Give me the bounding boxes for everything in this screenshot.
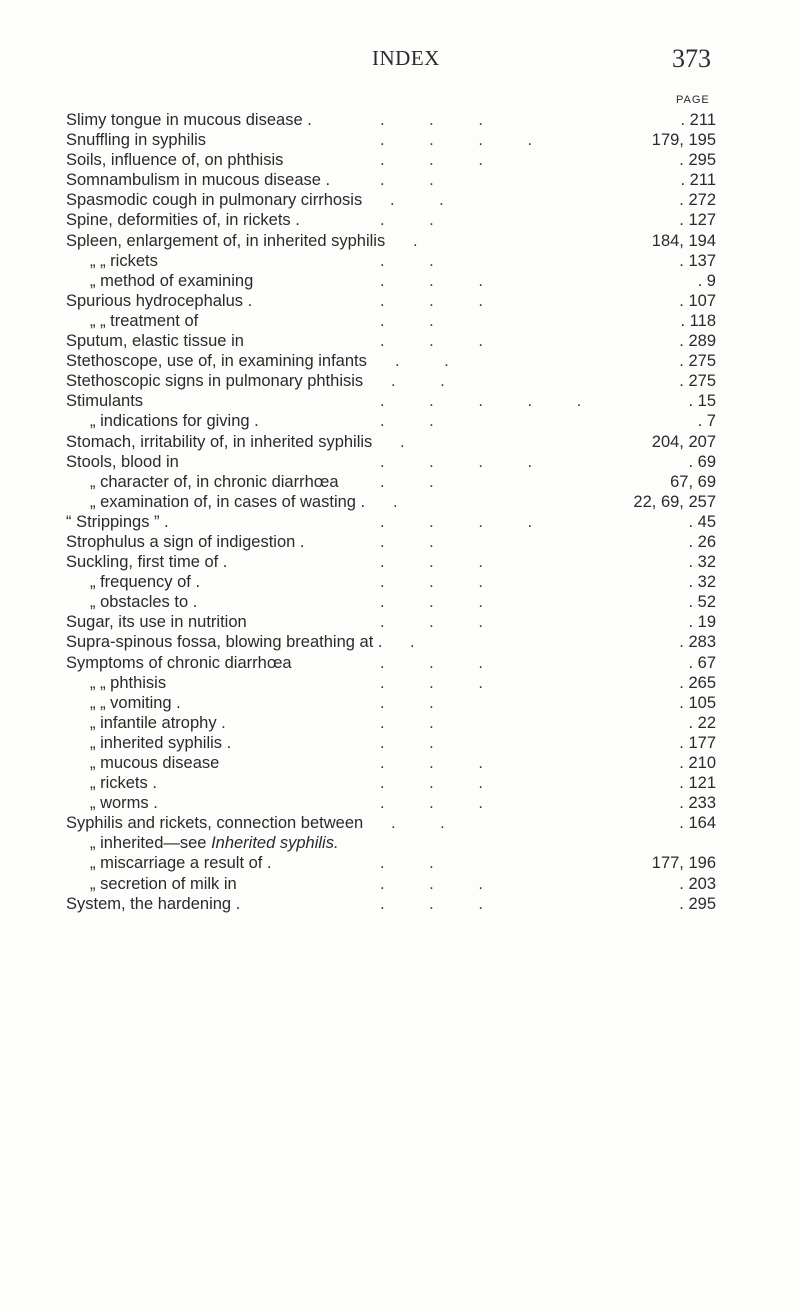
index-entry bbox=[0, 673, 800, 693]
index-entry-term-text: Suckling, first time of . bbox=[66, 553, 228, 572]
index-entry-term bbox=[90, 773, 157, 793]
index-entry bbox=[0, 231, 800, 251]
index-entry-term-text: Syphilis and rickets, connection between bbox=[66, 814, 364, 833]
index-entry-leader-dots: . . bbox=[380, 412, 434, 431]
index-entry-term bbox=[90, 251, 158, 271]
index-entry-term-text: „ rickets . bbox=[90, 774, 157, 793]
index-entry-term bbox=[90, 572, 200, 592]
index-entry bbox=[0, 894, 800, 914]
index-entry bbox=[0, 693, 800, 713]
index-entry-pages: . 272 bbox=[679, 191, 716, 210]
index-entry-leader-dots: . bbox=[410, 633, 415, 652]
index-entry-pages: . 7 bbox=[697, 412, 716, 431]
index-entry-term bbox=[66, 532, 305, 552]
index-entry bbox=[0, 210, 800, 230]
index-entry-term-text: Stomach, irritability of, in inherited syphilis bbox=[66, 432, 373, 451]
index-entry-leader-dots: . . bbox=[380, 251, 434, 270]
page-column-heading: PAGE bbox=[676, 94, 710, 106]
index-entry-term bbox=[90, 592, 197, 612]
index-entry-pages: . 52 bbox=[688, 593, 716, 612]
index-entry-term bbox=[66, 512, 169, 532]
index-entry-term-text: „ „ vomiting . bbox=[90, 693, 181, 712]
page-title: INDEX bbox=[372, 46, 440, 70]
index-entry bbox=[0, 813, 800, 833]
index-entry-term bbox=[66, 231, 385, 251]
index-entry-leader-dots: . . bbox=[395, 352, 449, 371]
index-entry-term bbox=[66, 432, 372, 452]
index-entry-leader-dots: . . . . . bbox=[380, 392, 582, 411]
index-entry-leader-dots: . . bbox=[380, 854, 434, 873]
index-entry-term-text: Sputum, elastic tissue in bbox=[66, 332, 244, 351]
index-entry bbox=[0, 190, 800, 210]
index-entry bbox=[0, 411, 800, 431]
index-entry-term-text: „ mucous disease bbox=[90, 754, 220, 772]
index-entries bbox=[0, 110, 800, 914]
index-entry-term-text: „ character of, in chronic diarrhœa bbox=[90, 472, 339, 491]
index-entry bbox=[0, 311, 800, 331]
index-entry-leader-dots: . . bbox=[380, 532, 434, 551]
index-entry-term bbox=[66, 331, 244, 351]
index-entry-leader-dots: . . . bbox=[380, 613, 483, 632]
index-entry-pages: . 177 bbox=[679, 733, 716, 752]
index-entry-leader-dots: . . . . bbox=[380, 131, 533, 150]
index-entry bbox=[0, 853, 800, 873]
index-entry-leader-dots: . . bbox=[380, 171, 434, 190]
index-entry-term-text: Stethoscope, use of, in examining infants bbox=[66, 352, 367, 371]
index-entry-term bbox=[66, 150, 283, 170]
index-entry-leader-dots: . bbox=[400, 432, 405, 451]
index-entry-term-text: Stools, blood in bbox=[66, 452, 179, 471]
index-entry-pages: 177, 196 bbox=[651, 854, 716, 873]
index-entry-term bbox=[66, 110, 312, 130]
index-entry bbox=[0, 432, 800, 452]
index-entry-term bbox=[90, 733, 231, 753]
index-entry-pages: . 295 bbox=[679, 151, 716, 170]
index-entry-leader-dots: . . . bbox=[380, 653, 483, 672]
index-entry-term-text: Spine, deformities of, in rickets . bbox=[66, 211, 300, 230]
index-entry-pages: . 275 bbox=[679, 352, 716, 371]
index-entry-term-text: Sugar, its use in nutrition bbox=[66, 613, 247, 632]
index-entry-leader-dots: . . . bbox=[380, 111, 483, 129]
index-entry-pages: . 295 bbox=[679, 894, 716, 913]
index-entry-term-text: „ method of examining bbox=[90, 271, 254, 290]
index-entry bbox=[0, 632, 800, 652]
index-entry-term-text: Stimulants bbox=[66, 392, 144, 411]
index-entry-term-text: „ inherited—see bbox=[90, 834, 212, 853]
index-entry-term bbox=[66, 371, 363, 391]
index-entry-term-text: „ worms . bbox=[90, 794, 158, 813]
index-entry-pages: . 275 bbox=[679, 372, 716, 391]
index-entry bbox=[0, 170, 800, 190]
running-head bbox=[0, 34, 800, 74]
index-entry-pages: . 127 bbox=[679, 211, 716, 230]
index-entry-leader-dots: . bbox=[393, 492, 398, 511]
index-entry-leader-dots: . . . . bbox=[380, 512, 533, 531]
index-entry-term-text: „ examination of, in cases of wasting . bbox=[90, 492, 366, 511]
index-entry-term bbox=[90, 472, 339, 492]
index-entry-term bbox=[66, 391, 143, 411]
index-entry-term bbox=[66, 291, 252, 311]
index-entry-term-text: „ secretion of milk in bbox=[90, 874, 237, 893]
index-entry-leader-dots: . . . bbox=[380, 874, 483, 893]
index-entry-term-text: „ frequency of . bbox=[90, 573, 201, 592]
index-entry-leader-dots: . . . bbox=[380, 593, 483, 612]
index-entry-term-text: „ „ rickets bbox=[90, 251, 158, 270]
index-entry-pages: . 32 bbox=[688, 573, 716, 592]
index-entry-leader-dots: . . bbox=[380, 472, 434, 491]
index-entry-leader-dots: . . bbox=[380, 713, 434, 732]
index-entry-pages: 67, 69 bbox=[670, 472, 716, 491]
index-entry-term-text: Spurious hydrocephalus . bbox=[66, 291, 253, 310]
index-entry bbox=[0, 472, 800, 492]
index-entry bbox=[0, 612, 800, 632]
index-entry-term-text: Stethoscopic signs in pulmonary phthisis bbox=[66, 372, 364, 391]
index-entry bbox=[0, 150, 800, 170]
index-entry-leader-dots: . . . bbox=[380, 271, 483, 290]
index-entry-term bbox=[90, 874, 237, 894]
index-entry-pages: . 289 bbox=[679, 332, 716, 351]
index-entry-leader-dots: . . . bbox=[380, 291, 483, 310]
index-entry bbox=[0, 371, 800, 391]
index-entry-term bbox=[90, 833, 339, 853]
index-entry-pages: . 211 bbox=[680, 111, 716, 129]
index-entry-pages: . 67 bbox=[688, 653, 716, 672]
index-entry-leader-dots: . . . bbox=[380, 754, 483, 772]
index-entry-term-text: „ „ phthisis bbox=[90, 673, 167, 692]
index-entry-term bbox=[66, 452, 179, 472]
index-entry-term bbox=[66, 190, 362, 210]
index-entry-pages: . 118 bbox=[680, 311, 716, 330]
index-entry bbox=[0, 773, 800, 793]
index-entry-term-text: „ „ treatment of bbox=[90, 311, 199, 330]
index-entry-term bbox=[90, 793, 158, 813]
index-entry-pages: . 26 bbox=[688, 532, 716, 551]
index-entry-term-text: Symptoms of chronic diarrhœa bbox=[66, 653, 292, 672]
index-entry-leader-dots: . . . . bbox=[380, 452, 533, 471]
index-entry-term bbox=[66, 612, 247, 632]
index-entry-leader-dots: . . bbox=[380, 211, 434, 230]
index-entry-leader-dots: . . . bbox=[380, 573, 483, 592]
index-entry-pages: . 233 bbox=[679, 794, 716, 813]
index-entry-pages: . 210 bbox=[679, 754, 716, 772]
index-entry-term-text: Strophulus a sign of indigestion . bbox=[66, 532, 305, 551]
index-entry bbox=[0, 251, 800, 271]
index-entry-term-text: “ Strippings ” . bbox=[66, 512, 169, 531]
index-entry bbox=[0, 110, 800, 130]
index-entry-pages: . 19 bbox=[688, 613, 716, 632]
index-entry bbox=[0, 874, 800, 894]
index-entry-term bbox=[90, 271, 253, 291]
index-entry-term bbox=[66, 351, 367, 371]
index-entry bbox=[0, 572, 800, 592]
index-entry-leader-dots: . bbox=[413, 231, 418, 250]
index-entry-pages: . 121 bbox=[679, 774, 716, 793]
index-entry-term-text: Snuffling in syphilis bbox=[66, 131, 207, 150]
index-entry-term bbox=[90, 411, 259, 431]
index-entry-leader-dots: . . bbox=[380, 693, 434, 712]
index-entry-cross-reference: Inherited syphilis. bbox=[211, 834, 339, 853]
index-entry-term-text: Somnambulism in mucous disease . bbox=[66, 171, 331, 190]
index-entry-leader-dots: . . . bbox=[380, 894, 483, 913]
index-entry-term-text: „ obstacles to . bbox=[90, 593, 198, 612]
index-entry-term bbox=[90, 673, 166, 693]
index-entry-pages: . 22 bbox=[688, 713, 716, 732]
page-number: 373 bbox=[672, 44, 711, 73]
index-entry-term-text: Slimy tongue in mucous disease . bbox=[66, 111, 312, 129]
index-entry-pages: 179, 195 bbox=[651, 131, 716, 150]
index-entry-pages: . 9 bbox=[697, 271, 716, 290]
index-entry bbox=[0, 793, 800, 813]
index-entry-pages: 204, 207 bbox=[651, 432, 716, 451]
index-entry-term bbox=[66, 210, 300, 230]
index-entry-pages: . 107 bbox=[679, 291, 716, 310]
index-entry-term bbox=[66, 894, 240, 914]
index-entry bbox=[0, 351, 800, 371]
index-entry bbox=[0, 552, 800, 572]
index-entry bbox=[0, 713, 800, 733]
index-entry bbox=[0, 592, 800, 612]
index-entry-pages: . 69 bbox=[688, 452, 716, 471]
index-entry-pages: . 283 bbox=[679, 633, 716, 652]
index-entry-leader-dots: . . . bbox=[380, 794, 483, 813]
index-entry-pages: . 211 bbox=[680, 171, 716, 190]
index-entry-term bbox=[66, 552, 227, 572]
index-entry-pages: 22, 69, 257 bbox=[633, 492, 716, 511]
index-entry-leader-dots: . . . bbox=[380, 151, 483, 170]
index-entry-term-text: Supra-spinous fossa, blowing breathing at . bbox=[66, 633, 383, 652]
index-entry bbox=[0, 653, 800, 673]
index-entry-leader-dots: . . . bbox=[380, 332, 483, 351]
index-entry bbox=[0, 753, 800, 773]
index-entry-leader-dots: . . . bbox=[380, 553, 483, 572]
index-entry-term-text: „ inherited syphilis . bbox=[90, 733, 232, 752]
index-entry-term-text: Soils, influence of, on phthisis bbox=[66, 151, 284, 170]
index-entry-term-text: System, the hardening . bbox=[66, 894, 241, 913]
index-entry-term bbox=[66, 813, 363, 833]
index-entry-term-text: Spleen, enlargement of, in inherited syphilis bbox=[66, 231, 386, 250]
index-entry-term bbox=[66, 632, 382, 652]
index-entry bbox=[0, 130, 800, 150]
index-entry bbox=[0, 532, 800, 552]
index-entry bbox=[0, 452, 800, 472]
index-entry bbox=[0, 492, 800, 512]
index-entry-term bbox=[90, 753, 219, 773]
index-entry-pages: . 164 bbox=[679, 814, 716, 833]
index-entry-term bbox=[66, 170, 330, 190]
index-entry-term bbox=[90, 492, 365, 512]
index-entry-leader-dots: . . bbox=[390, 191, 444, 210]
index-entry-term-text: „ miscarriage a result of . bbox=[90, 854, 272, 873]
index-entry-term-text: „ indications for giving . bbox=[90, 412, 259, 431]
index-entry bbox=[0, 271, 800, 291]
index-entry-pages: . 15 bbox=[688, 392, 716, 411]
index-entry-leader-dots: . . bbox=[380, 733, 434, 752]
index-entry-leader-dots: . . bbox=[391, 372, 445, 391]
index-entry-leader-dots: . . bbox=[380, 311, 434, 330]
index-entry bbox=[0, 331, 800, 351]
index-entry-term-text: „ infantile atrophy . bbox=[90, 713, 226, 732]
index-entry-term bbox=[66, 130, 206, 150]
index-entry-pages: . 265 bbox=[679, 673, 716, 692]
index-entry-term bbox=[90, 311, 198, 331]
index-entry bbox=[0, 733, 800, 753]
index-entry-term bbox=[90, 713, 226, 733]
index-entry-pages: . 45 bbox=[688, 512, 716, 531]
index-entry-term-text: Spasmodic cough in pulmonary cirrhosis bbox=[66, 191, 363, 210]
index-entry-leader-dots: . . bbox=[391, 814, 445, 833]
index-entry-term bbox=[90, 853, 272, 873]
index-entry bbox=[0, 291, 800, 311]
index-entry-term bbox=[90, 693, 181, 713]
index-entry-pages: 184, 194 bbox=[651, 231, 716, 250]
index-entry bbox=[0, 512, 800, 532]
index-entry-leader-dots: . . . bbox=[380, 774, 483, 793]
index-entry bbox=[0, 391, 800, 411]
index-entry-pages: . 32 bbox=[688, 553, 716, 572]
index-entry-leader-dots: . . . bbox=[380, 673, 483, 692]
index-entry-term bbox=[66, 653, 292, 673]
index-entry-pages: . 203 bbox=[679, 874, 716, 893]
index-entry bbox=[0, 833, 800, 853]
index-entry-pages: . 137 bbox=[679, 251, 716, 270]
index-entry-pages: . 105 bbox=[679, 693, 716, 712]
